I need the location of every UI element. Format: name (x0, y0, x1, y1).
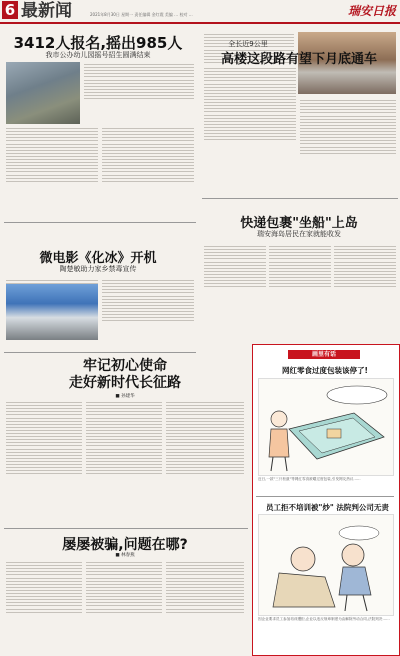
article-title-express: 快递包裹"坐船"上岛 (240, 216, 358, 231)
body-text-kindergarten-2 (6, 126, 98, 220)
cartoon2-caption: 因企业要求员工参加培训遭拒,企业以违反规章制度为由解除劳动合同,法院判决…… (258, 617, 390, 621)
body-text-express-3 (334, 244, 396, 318)
article-subtitle-express: 瑞安海岛居民在家就能收发 (257, 230, 341, 238)
commentary-box-label: 画里有话 (288, 350, 360, 359)
section-title: 最新闻 (21, 1, 72, 21)
body-text-kindergarten-3 (102, 126, 194, 220)
divider (4, 528, 248, 529)
cartoon-employee-training-drawing (259, 515, 393, 615)
article-kicker-highway: 全长近9公里 (228, 40, 268, 48)
body-text-mission-2 (86, 400, 162, 526)
newspaper-logo: 瑞安日报 (347, 4, 396, 18)
article-title-highway: 高楼这段路有望下月底通车 (220, 52, 377, 67)
cartoon2-title: 员工拒不培训被"炒" 法院判公司无责 (266, 503, 389, 512)
body-text-highway-1 (204, 66, 296, 196)
byline-fraud: ■ 林春燕 (115, 553, 135, 558)
body-text-fraud-3 (166, 560, 244, 652)
page-number: 6 (2, 1, 18, 19)
article-subtitle-kindergarten: 我市公办幼儿园摇号招生圆满结束 (45, 51, 151, 59)
divider (4, 222, 196, 223)
body-text-fraud-1 (6, 560, 82, 652)
dateline: 2021年8月30日 星期一 责任编辑 金红霞 美编 … 校对 … (90, 12, 193, 17)
article-title-mission-line1: 牢记初心使命 (83, 358, 167, 374)
body-text-highway-2 (300, 98, 396, 196)
divider (202, 198, 398, 199)
cartoon-employee-training (258, 514, 394, 616)
photo-microfilm-launch (6, 284, 98, 340)
cartoon1-title: 网红零食过度包装该停了! (282, 366, 368, 375)
body-text-microfilm-2 (102, 278, 194, 350)
byline-mission: ■ 孙建华 (115, 394, 135, 399)
article-title-microfilm: 微电影《化冰》开机 (39, 251, 157, 266)
body-text-kindergarten-1 (84, 62, 194, 124)
cartoon-overpackaging-drawing (259, 379, 393, 475)
article-subtitle-microfilm: 陶楚敏助力家乡禁毒宣传 (59, 265, 137, 273)
body-text-mission-1 (6, 400, 82, 526)
body-text-express-1 (204, 244, 266, 318)
divider (256, 496, 394, 497)
article-title-mission-line2: 走好新时代长征路 (69, 375, 181, 391)
body-text-fraud-2 (86, 560, 162, 652)
body-text-express-2 (269, 244, 331, 318)
divider (4, 352, 196, 353)
article-title-kindergarten: 3412人报名,摇出985人 (13, 34, 183, 52)
cartoon-overpackaging (258, 378, 394, 476)
photo-kindergarten-lottery (6, 62, 80, 124)
cartoon1-caption: 近日,一款"三只松鼠"等网红零食被曝过度包装,引发网友热议…… (258, 477, 361, 481)
body-text-mission-3 (166, 400, 244, 526)
article-title-fraud: 屡屡被骗,问题在哪? (62, 537, 188, 553)
